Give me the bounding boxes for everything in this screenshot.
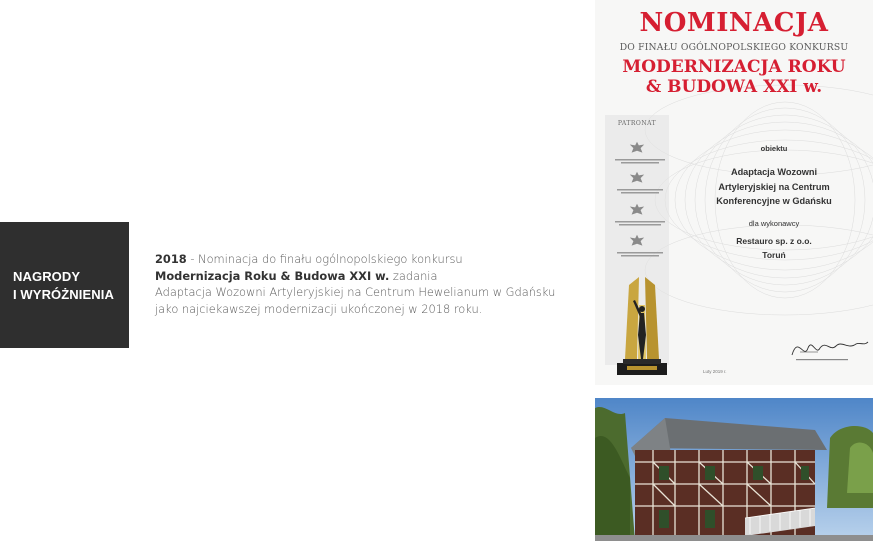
award-nomination-text: - Nominacja do finału ogólnopolskiego konkursu	[186, 252, 463, 266]
award-row-2	[155, 268, 585, 285]
certificate-competition-line2: & BUDOWA XXI w.	[645, 77, 823, 97]
award-task-text: zadania	[389, 268, 438, 283]
institution-caption	[613, 251, 667, 258]
award-description	[155, 251, 585, 317]
award-project-note: jako najciekawszej modernizacji ukończonej w 2018 roku.	[155, 301, 483, 316]
eagle-emblem-icon	[628, 233, 646, 251]
patronage-heading: PATRONAT	[617, 120, 657, 127]
certificate-title: NOMINACJA	[639, 8, 829, 38]
section-label-line1: NAGRODY	[13, 269, 81, 284]
certificate-contractor-name: Restauro sp. z o.o.	[736, 236, 812, 246]
award-competition-name: Modernizacja Roku & Budowa XXI w.	[155, 268, 390, 283]
award-year: 2018	[155, 252, 187, 266]
certificate-object-line1: Adaptacja Wozowni	[730, 167, 818, 177]
eagle-emblem-icon	[628, 170, 646, 188]
institution-caption	[613, 158, 667, 165]
certificate-contractor-city: Toruń	[762, 250, 786, 260]
certificate-object-line2: Artyleryjskiej na Centrum	[718, 181, 830, 192]
certificate-subtitle: DO FINAŁU OGÓLNOPOLSKIEGO KONKURSU	[619, 42, 849, 53]
certificate-contractor-label: dla wykonawcy	[748, 219, 800, 228]
institution-caption	[613, 220, 667, 227]
trophy-statue-image	[613, 275, 671, 377]
award-row-1	[155, 251, 585, 268]
certificate-competition-line1: MODERNIZACJA ROKU	[622, 57, 846, 77]
eagle-emblem-icon	[628, 202, 646, 220]
certificate-object-name	[685, 165, 863, 209]
section-label-awards	[0, 222, 129, 348]
signature-image	[790, 330, 870, 365]
certificate-object-label: obiektu	[760, 144, 788, 153]
eagle-emblem-icon	[628, 140, 646, 158]
section-label-line2: I WYRÓŻNIENIA	[13, 287, 114, 302]
award-project-name: Adaptacja Wozowni Artyleryjskiej na Centrum Hewelianum w Gdańsku	[155, 285, 556, 299]
nomination-certificate-image	[595, 0, 873, 385]
institution-caption	[613, 188, 667, 195]
certificate-object-line3: Konferencyjne w Gdańsku	[716, 196, 832, 206]
certificate-date: Luty 2019 r.	[703, 369, 727, 374]
building-photo	[595, 398, 873, 541]
